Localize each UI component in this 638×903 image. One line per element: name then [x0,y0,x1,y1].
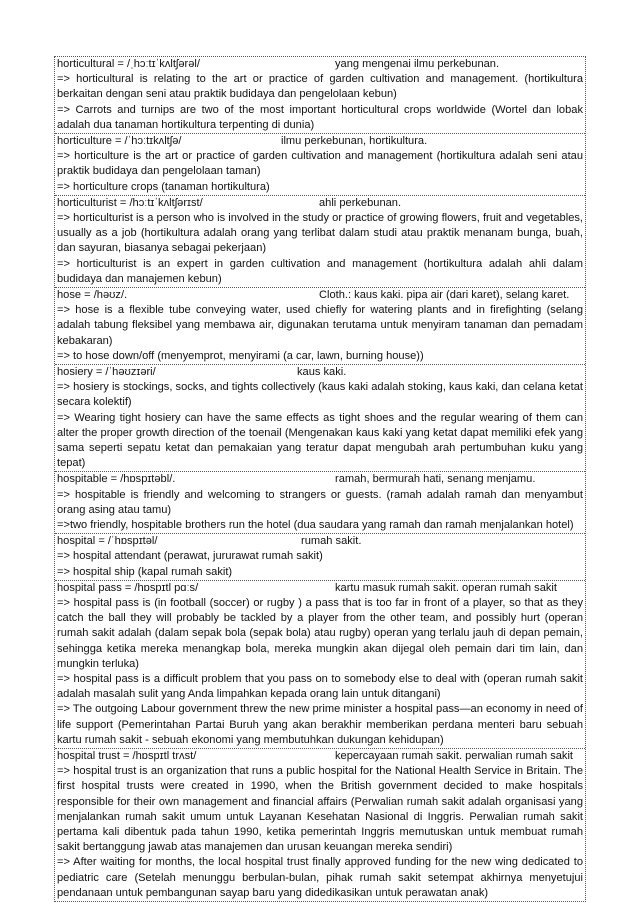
entry-term: hospital = /ˈhɒspɪtəl/ [57,535,158,548]
entry-definition: => hospitable is friendly and welcoming to strangers or guests. (ramah adalah ramah dan menyambut orang asing atau tamu) [57,488,583,516]
entry-hospital [55,534,585,581]
entry-definition: => horticulturist is a person who is involved in the study or practice of growing flowers, fruit and vegetables, usually as a job (hortikultura adalah orang yang terlibat dalam studi atau praktik menanam bunga, buah, dan sayuran, biasanya sebagai pekerjaan) [57,211,583,255]
entry-term: horticulturist = /hɔːtɪˈkʌltʃərɪst/ [57,196,203,209]
entry-definition: => hospital pass is (in football (soccer) or rugby ) a pass that is too far in front of a player, so that as they catch the ball they will probably be tackled by a player from the other team, and possibly hurt (operan rumah sakit adalah (dalam sepak bola (sepak bola) atau rugby) operan yang terlalu jauh di depan pemain, sehingga ketika mereka menangkap bola, mereka mungkin akan dijegal oleh pemain dari tim lain, dan mungkin terluka) [57,596,583,670]
entry-definition: => hose is a flexible tube conveying water, used chiefly for watering plants and in firefighting (selang adalah tabung fleksibel yang membawa air, digunakan terutama untuk menyiram tanaman dan pemadam kebakaran) [57,304,583,347]
entry-example: => hospital ship (kapal rumah sakit) [57,565,233,578]
entry-term: horticulture = /ˈhɔːtɪkʌltʃə/ [57,135,182,147]
entry-hospital-pass [55,581,585,749]
entry-meaning: Cloth.: kaus kaki. pipa air (dari karet), selang karet. [319,289,570,301]
entry-horticulturist [55,196,585,288]
entry-term: horticultural = /ˌhɔːtɪˈkʌltʃərəl/ [57,58,200,70]
entry-meaning: kepercayaan rumah sakit. perwalian rumah sakit [335,750,574,763]
entry-horticulture [55,134,585,196]
entry-definition: => hospital trust is an organization that runs a public hospital for the National Health Service in Britain. The first hospital trusts were created in 1990, when the British government decided to make hospitals responsible for their own management and financial affairs (Perwalian rumah sakit adalah organisasi yang menjalankan rumah sakit umum untuk Layanan Kesehatan Nasional di Inggris. Perwalian rumah sakit pertama kali dibentuk pada tahun 1990, ketika pemerintah Inggris memutuskan untuk membuat rumah sakit bertanggung jawab atas manajemen dan urusan keuangan mereka sendiri) [57,765,583,854]
entry-example: => horticulturist is an expert in garden cultivation and management (hortikultura adalah ahli dalam budidaya dan manajemen kebun) [57,257,583,285]
entry-hose [55,288,585,365]
entry-horticultural [55,57,585,134]
entry-example: => Wearing tight hosiery can have the same effects as tight shoes and the regular wearing of them can alter the proper growth direction of the toenail (Mengenakan kaus kaki yang ketat dapat memiliki efek yang sama seperti sepatu ketat dan pemakaian yang teratur dapat mengubah arah pertumbuhan kuku yang tepat) [57,411,583,470]
entry-meaning: kaus kaki. [297,366,347,378]
entry-example: => to hose down/off (menyemprot, menyirami (a car, lawn, burning house)) [57,349,424,362]
entry-hospitable [55,472,585,534]
entry-example: => Carrots and turnips are two of the most important horticultural crops worldwide (Wortel dan lobak adalah dua tanaman hortikultura terpenting di dunia) [57,103,583,131]
entry-hospital-trust [55,749,585,901]
entry-term: hose = /həʊz/. [57,289,128,301]
entry-meaning: ahli perkebunan. [319,196,402,209]
entry-meaning: yang mengenai ilmu perkebunan. [335,58,500,70]
dictionary-document [54,56,586,902]
entry-definition: => hosiery is stockings, socks, and tights collectively (kaus kaki adalah stoking, kaus kaki, dan celana ketat secara kolektif) [57,381,583,409]
entry-example: => hospital attendant (perawat, jururawat rumah sakit) [57,550,323,563]
entry-meaning: ilmu perkebunan, hortikultura. [281,135,428,147]
entry-definition: => hospital pass is a difficult problem that you pass on to somebody else to deal with (operan rumah sakit adalah masalah sulit yang Anda limpahkan kepada orang lain untuk ditangani) [57,673,583,701]
entry-example: => The outgoing Labour government threw the new prime minister a hospital pass—an economy in need of life support (Pemerintahan Partai Buruh yang akan berakhir memberikan perdana menteri baru sebuah kartu rumah sakit - sebuah ekonomi yang membutuhkan dukungan kehidupan) [57,703,583,746]
entry-example: =>two friendly, hospitable brothers run the hotel (dua saudara yang ramah dan ramah menjalankan hotel) [57,519,574,531]
entry-example: => After waiting for months, the local hospital trust finally approved funding for the new wing dedicated to pediatric care (Setelah menunggu berbulan-bulan, pihak rumah sakit setempat akhirnya menyetujui pendanaan untuk pembangunan sayap baru yang didedikasikan untuk perawatan anak) [57,856,583,899]
entry-term: hospital pass = /hɒspɪtl pɑːs/ [57,581,199,594]
entry-example: => horticulture crops (tanaman hortikultura) [57,180,270,193]
entry-hosiery [55,365,585,472]
entry-meaning: rumah sakit. [301,535,362,548]
entry-meaning: ramah, bermurah hati, senang menjamu. [335,473,536,486]
entry-term: hospital trust = /hɒspɪtl trʌst/ [57,750,197,763]
entry-definition: => horticulture is the art or practice of garden cultivation and management (hortikultura adalah seni atau praktik budidaya dan pengelolaan taman) [57,150,583,178]
entry-definition: => horticultural is relating to the art or practice of garden cultivation and management. (hortikultura berkaitan dengan seni atau praktik budidaya dan pengelolaan kebun) [57,73,583,101]
entry-meaning: kartu masuk rumah sakit. operan rumah sakit [335,581,557,594]
entry-term: hosiery = /ˈhəʊzɪəri/ [57,366,156,378]
entry-term: hospitable = /hɒspɪtəbl/. [57,473,176,486]
